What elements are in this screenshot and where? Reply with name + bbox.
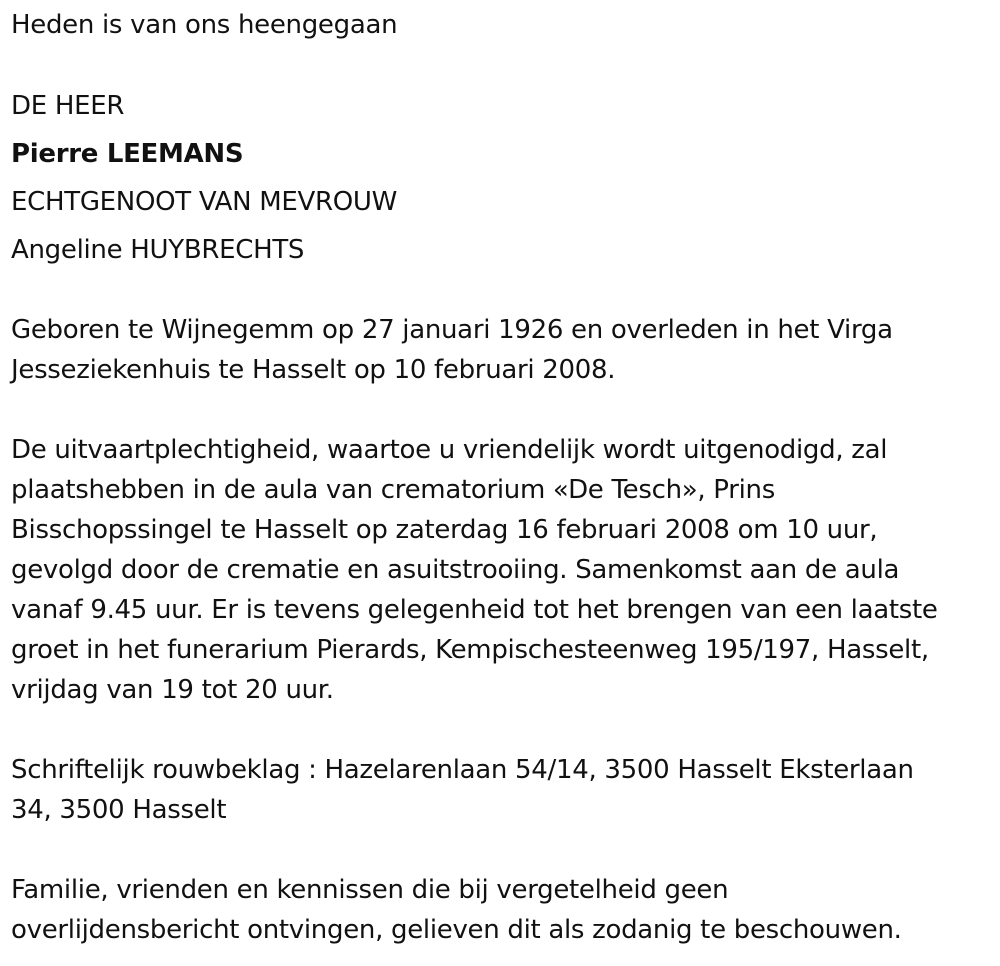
- funeral-line-4: gevolgd door de crematie en asuitstrooiing. Samenkomst aan de aula: [11, 555, 900, 585]
- title-prefix: DE HEER: [11, 91, 125, 121]
- closing-line-1: Familie, vrienden en kennissen die bij vergetelheid geen: [11, 875, 729, 905]
- funeral-line-3: Bisschopssingel te Hasselt op zaterdag 16 februari 2008 om 10 uur,: [11, 515, 878, 545]
- birth-line-1: Geboren te Wijnegemm op 27 januari 1926 en overleden in het Virga: [11, 315, 893, 345]
- spouse-name: Angeline HUYBRECHTS: [11, 235, 305, 265]
- funeral-line-2: plaatshebben in de aula van crematorium «De Tesch», Prins: [11, 475, 775, 505]
- closing-line-2: overlijdensbericht ontvingen, gelieven dit als zodanig te beschouwen.: [11, 915, 902, 945]
- funeral-line-5: vanaf 9.45 uur. Er is tevens gelegenheid tot het brengen van een laatste: [11, 595, 938, 625]
- condolence-line-1: Schriftelijk rouwbeklag : Hazelarenlaan 54/14, 3500 Hasselt Eksterlaan: [11, 755, 914, 785]
- intro-text: Heden is van ons heengegaan: [11, 10, 398, 40]
- condolence-line-2: 34, 3500 Hasselt: [11, 795, 227, 825]
- funeral-line-7: vrijdag van 19 tot 20 uur.: [11, 675, 334, 705]
- birth-line-2: Jesseziekenhuis te Hasselt op 10 februari 2008.: [11, 355, 616, 385]
- deceased-name: Pierre LEEMANS: [11, 139, 244, 169]
- spouse-prefix: ECHTGENOOT VAN MEVROUW: [11, 187, 398, 217]
- funeral-line-1: De uitvaartplechtigheid, waartoe u vriendelijk wordt uitgenodigd, zal: [11, 435, 888, 465]
- funeral-line-6: groet in het funerarium Pierards, Kempischesteenweg 195/197, Hasselt,: [11, 635, 929, 665]
